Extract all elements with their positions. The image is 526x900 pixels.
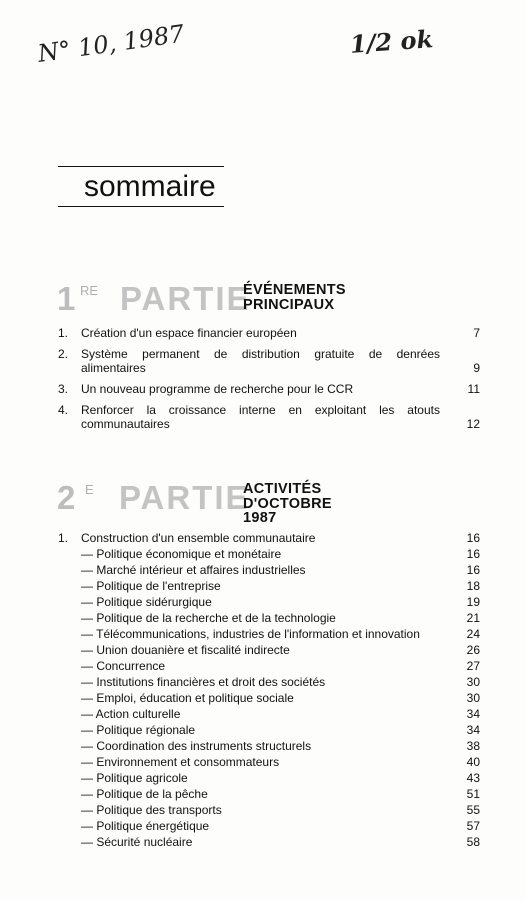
page-number: 18 [466, 579, 480, 593]
part2-number: 2 [57, 479, 77, 516]
part1-number: 1 [57, 280, 77, 317]
subitem-title: — Institutions financières et droit des sociétés [81, 675, 326, 689]
list-subitem [81, 834, 480, 850]
page-number: 16 [466, 563, 480, 577]
page-number: 27 [466, 659, 480, 673]
title-rule-top [58, 166, 224, 167]
part2-contents-list [58, 530, 480, 850]
item-number: 3. [58, 382, 69, 396]
part2-heading-line2: D'OCTOBRE 1987 [243, 495, 332, 526]
page-number: 34 [466, 723, 480, 737]
page-number: 30 [466, 691, 480, 705]
page-number: 58 [466, 835, 480, 849]
list-subitem [81, 562, 480, 578]
page-number: 57 [466, 819, 480, 833]
page-title: sommaire [84, 170, 216, 203]
subitem-title: — Télécommunications, industries de l'information et innovation [81, 627, 420, 641]
part2-ordinal-suffix: E [85, 482, 94, 497]
page-number: 21 [466, 611, 480, 625]
list-subitem [81, 546, 480, 562]
page-number: 16 [466, 547, 480, 561]
page-number: 38 [466, 739, 480, 753]
page-number: 43 [466, 771, 480, 785]
part1-heading-line2: PRINCIPAUX [243, 296, 335, 313]
subitem-title: — Politique des transports [81, 803, 222, 817]
subitem-title: — Environnement et consommateurs [81, 755, 280, 769]
item-number: 1. [58, 326, 69, 340]
subitem-title: — Concurrence [81, 659, 166, 673]
subitem-title: — Union douanière et fiscalité indirecte [81, 643, 290, 657]
list-subitem [81, 610, 480, 626]
subitem-title: — Politique énergétique [81, 819, 210, 833]
page-number: 34 [466, 707, 480, 721]
page-number: 30 [466, 675, 480, 689]
item-title: Construction d'un ensemble communautaire [81, 531, 316, 545]
list-item [58, 530, 480, 546]
item-title: Création d'un espace financier européen [81, 326, 297, 340]
list-subitem [81, 626, 480, 642]
part2-heading-line1: ACTIVITÉS [243, 481, 322, 497]
list-subitem [81, 818, 480, 834]
item-title: Renforcer la croissance interne en exploitant les atouts communautaires [81, 403, 440, 431]
list-subitem [81, 658, 480, 674]
handwritten-approval-note: 1/2 ok [349, 24, 435, 59]
title-rule-bottom [58, 206, 224, 207]
list-subitem [81, 690, 480, 706]
list-subitem [81, 642, 480, 658]
subitem-title: — Politique économique et monétaire [81, 547, 282, 561]
subitem-title: — Action culturelle [81, 707, 181, 721]
subitem-title: — Marché intérieur et affaires industrielles [81, 563, 306, 577]
item-number: 1. [58, 531, 69, 545]
part1-word: PARTIE [120, 280, 251, 317]
list-subitem [81, 578, 480, 594]
item-number: 4. [58, 403, 69, 417]
handwritten-issue-number: N° 10, 1987 [36, 19, 187, 68]
subitem-title: — Politique agricole [81, 771, 188, 785]
list-subitem [81, 594, 480, 610]
part1-contents-list [58, 326, 480, 438]
part1-ordinal-suffix: RE [80, 283, 99, 298]
subitem-title: — Coordination des instruments structurels [81, 739, 312, 753]
list-subitem [81, 738, 480, 754]
list-subitem [81, 706, 480, 722]
list-item [58, 382, 480, 396]
page-number: 55 [466, 803, 480, 817]
part2-word: PARTIE [119, 479, 250, 516]
list-subitem [81, 722, 480, 738]
subitem-title: — Sécurité nucléaire [81, 835, 193, 849]
subitem-title: — Politique de la pêche [81, 787, 208, 801]
list-subitem [81, 802, 480, 818]
subitem-title: — Politique sidérurgique [81, 595, 212, 609]
subitem-title: — Politique régionale [81, 723, 196, 737]
page-number: 40 [466, 755, 480, 769]
part1-heading [243, 283, 346, 312]
page-number: 12 [466, 417, 480, 431]
page-number: 24 [466, 627, 480, 641]
page-number: 51 [466, 787, 480, 801]
item-title: Un nouveau programme de recherche pour le CCR [81, 382, 354, 396]
page-number: 26 [466, 643, 480, 657]
page-number: 9 [473, 361, 480, 375]
subitem-title: — Politique de l'entreprise [81, 579, 221, 593]
list-item [58, 347, 480, 375]
subitem-title: — Politique de la recherche et de la technologie [81, 611, 336, 625]
list-subitem [81, 754, 480, 770]
page-number: 7 [473, 326, 480, 340]
part1-heading-line1: ÉVÉNEMENTS [243, 282, 346, 298]
list-subitem [81, 770, 480, 786]
page-number: 16 [466, 531, 480, 545]
list-subitem [81, 786, 480, 802]
list-item [58, 403, 480, 431]
part2-heading [243, 482, 332, 526]
list-subitem [81, 674, 480, 690]
subitem-title: — Emploi, éducation et politique sociale [81, 691, 294, 705]
page-number: 11 [467, 382, 480, 396]
item-number: 2. [58, 347, 69, 361]
page-number: 19 [466, 595, 480, 609]
item-title: Système permanent de distribution gratuite de denrées alimentaires [81, 347, 440, 375]
list-item [58, 326, 480, 340]
